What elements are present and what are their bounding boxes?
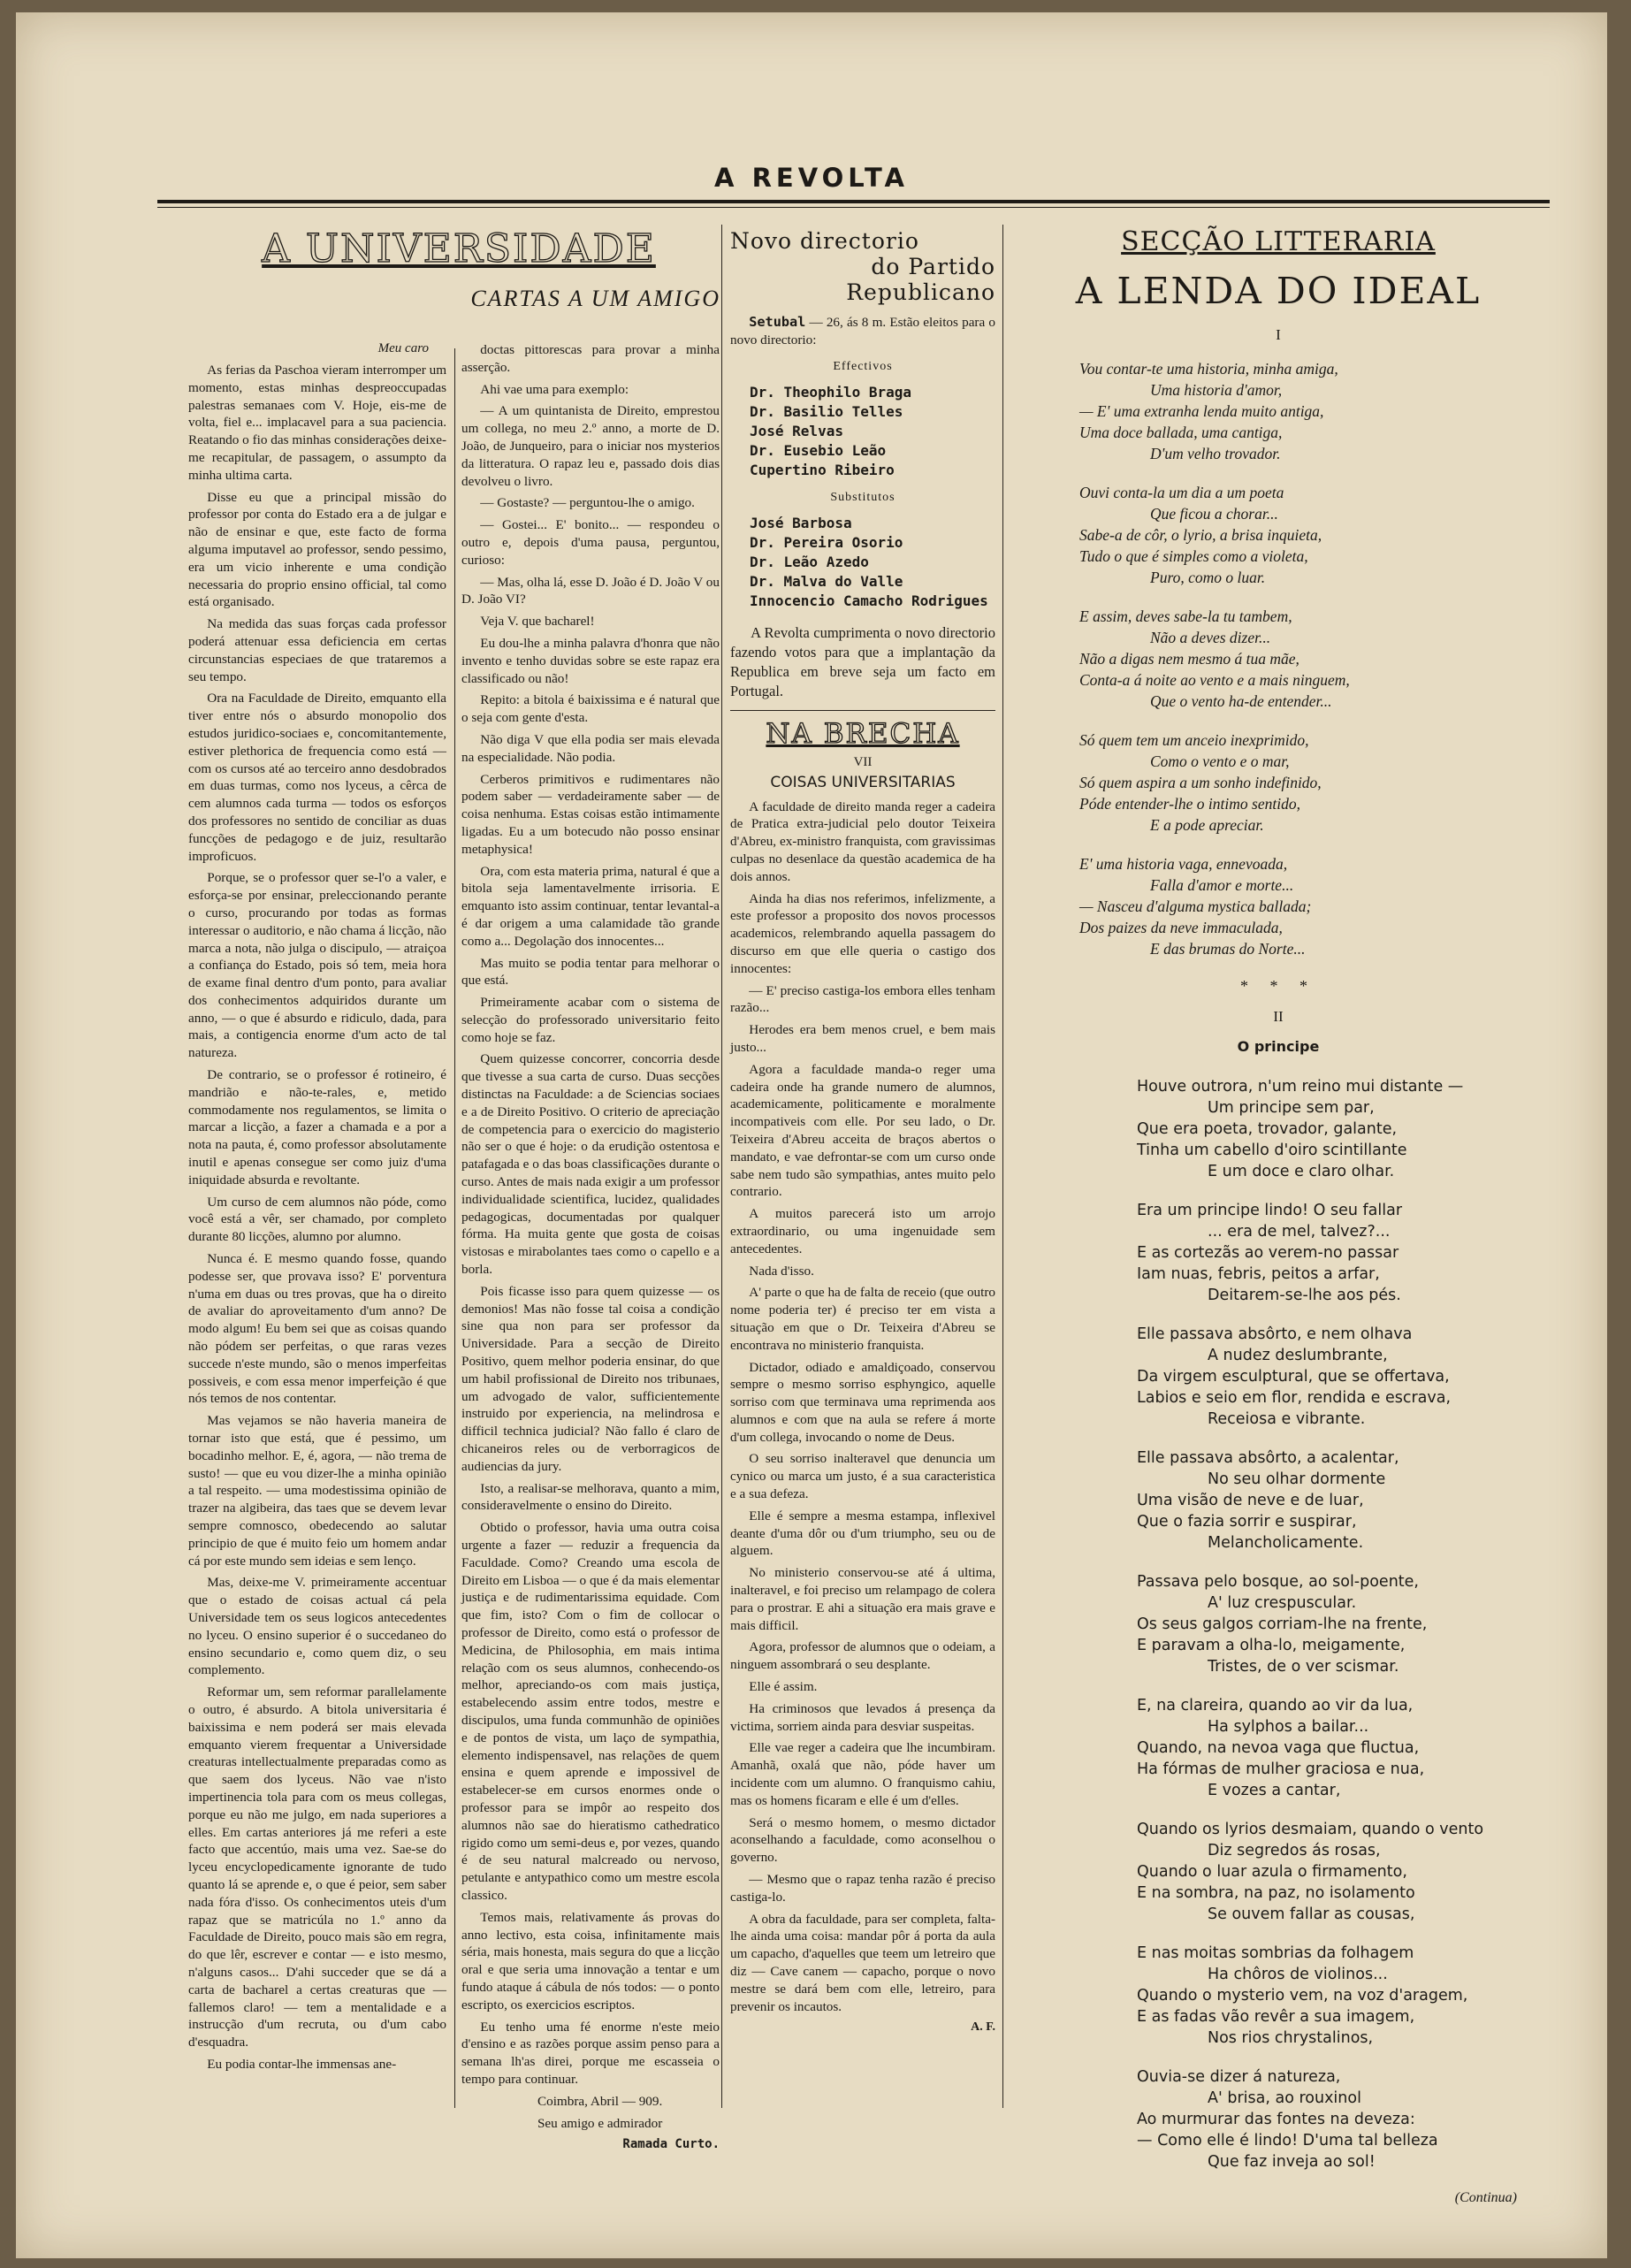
dateline-place: Setubal [749, 314, 806, 330]
poem-line: Labios e seio em flor, rendida e escrava, [1137, 1389, 1452, 1407]
poem-line: Ouvi conta-la um dia a um poeta [1079, 484, 1284, 501]
poem-line: Ha fórmas de mulher graciosa e nua, [1137, 1760, 1425, 1778]
article-paragraph: Pois ficasse isso para quem quizesse — os demonios! Mas não fosse tal coisa a condição sine qua non para ser professor da Universidade. Para a secção de Direito Positivo, quem melhor poderia ensinar, do que um habil profissional de Direito nos tribunaes, um advogado de valor, sufficientemente instruido por experiencia, na melindrosa e difficil technica judicial? Não fallo é claro de chicaneiros reles ou de verborragicos de audiencias da jury. [461, 1283, 720, 1474]
poem-stanza [1137, 1447, 1543, 1554]
poem-line: Conta-a á noite ao vento e a mais ninguem, [1079, 671, 1350, 689]
na-brecha-title: NA BRECHA [766, 717, 960, 750]
poem-part-one [1079, 358, 1543, 959]
article-paragraph: Seu amigo e admirador [537, 2115, 663, 2131]
poem-line: Que ficou a chorar... [1150, 505, 1278, 523]
directorio-member: Innocencio Camacho Rodrigues [750, 592, 988, 609]
part-two-title: O principe [1237, 1038, 1320, 1055]
poem-line: Ha sylphos a bailar... [1208, 1718, 1369, 1736]
poem-line: Um principe sem par, [1208, 1099, 1375, 1117]
poem-line: E' uma historia vaga, ennevoada, [1079, 855, 1288, 873]
directorio-member: Dr. Basilio Telles [750, 402, 903, 420]
separator-stars: * * * [1240, 977, 1316, 995]
poem-line: Que era poeta, trovador, galante, [1137, 1120, 1398, 1138]
na-brecha-paragraph: A obra da faculdade, para ser completa, falta-lhe ainda uma coisa: mandar pôr á porta da aula um capacho, d'aquelles que teem um letreiro que diz — Cave canem — capacho, porque o novo mestre se dará bem com elle, letreiro, para prevenir os incautos. [730, 1911, 995, 2014]
article-paragraph: Veja V. que bacharel! [480, 614, 595, 630]
effectivos-label: Effectivos [833, 359, 893, 373]
poem-line: A nudez deslumbrante, [1208, 1347, 1388, 1364]
na-brecha-paragraph: Dictador, odiado e amaldiçoado, conservou sempre o mesmo sorriso esphyngico, aquelle sorriso com que terminava uma reprimenda aos alumnos e com que na aula se refere á morte d'um collega, invocando o nome de Deus. [730, 1359, 995, 1445]
na-brecha-paragraph: — Mesmo que o rapaz tenha razão é preciso castiga-lo. [730, 1872, 995, 1905]
article-paragraph: Mas vejamos se não haveria maneira de tornar isto que está, que é pessimo, um bocadinho melhor. E, é, agora, — não trema de susto! — que eu vou dizer-lhe a minha opinião a tal respeito. — uma modestissima opinião de trazer na algibeira, das taes que se devem levar sempre comnosco, obedecendo ao salutar principio de que é muito feio um homem andar cá por este mundo sem ideias e sem lenço. [188, 1413, 446, 1569]
masthead-rule [157, 200, 1550, 203]
poem-stanza [1079, 729, 1543, 836]
part-two-number: II [1273, 1008, 1284, 1025]
poem-line: E, na clareira, quando ao vir da lua, [1137, 1697, 1414, 1714]
article-paragraph: Quem quizesse concorrer, concorria desde que tivesse a sua carta de curso. Duas secções distinctas na Faculdade: a de Sciencias sociaes e a de Direito Positivo. O criterio de apreciação de competencia para o exercicio do magisterio não ser o que é hoje: o da erudição ostentosa e patafagada e o das boas classificações durante o curso. Antes de mais nada exigir a um professor individualidade scientifica, lucidez, qualidades pedagogicas, documentadas por qualquer fórma. Ha muita gente que gosta de coisas vistosas e mirabolantes taes como o capello e a borla. [461, 1051, 720, 1278]
poem-line: — Como elle é lindo! D'uma tal belleza [1137, 2132, 1438, 2150]
poem-line: — Nasceu d'alguma mystica ballada; [1079, 897, 1312, 915]
na-brecha-paragraph: — E' preciso castiga-los embora elles tenham razão... [730, 982, 995, 1016]
poem-line: E nas moitas sombrias da folhagem [1137, 1944, 1414, 1962]
article-paragraph: Cerberos primitivos e rudimentares não podem saber — verdadeiramente saber — de coisa nenhuma. Estas coisas estão intimamente ligadas. Eu a um botecudo não posso ensinar metaphysica! [461, 771, 720, 857]
na-brecha-paragraph: A' parte o que ha de falta de receio (que outro nome poderia ter) é preciso ter em vista a situação em que o Dr. Teixeira d'Abreu se encontrava no ministerio franquista. [730, 1285, 995, 1353]
masthead: A REVOLTA [714, 163, 909, 193]
poem-line: Ha chôros de violinos... [1208, 1966, 1388, 1983]
article-paragraph: Primeiramente acabar com o sistema de selecção do professorado universitario feito como hoje se faz. [461, 995, 720, 1045]
poem-stanza [1137, 1695, 1543, 1801]
poem-line: E vozes a cantar, [1208, 1782, 1341, 1799]
article-paragraph: Mas muito se podia tentar para melhorar o que está. [461, 955, 720, 989]
poem-stanza [1137, 2066, 1543, 2173]
poem-line: Não a digas nem mesmo á tua mãe, [1079, 650, 1299, 668]
poem-line: Da virgem esculptural, que se offertava, [1137, 1368, 1450, 1386]
poem-line: E a pode apreciar. [1150, 816, 1264, 834]
poem-part-two [1137, 1076, 1543, 2173]
poem-line: E na sombra, na paz, no isolamento [1137, 1884, 1415, 1902]
poem-line: Elle passava absôrto, a acalentar, [1137, 1449, 1399, 1467]
directorio-heading [730, 228, 995, 305]
directorio-member: Dr. Pereira Osorio [750, 533, 903, 551]
directorio-member: José Relvas [750, 422, 843, 439]
directorio-member: Dr. Leão Azedo [750, 553, 869, 570]
directorio-heading-line1: Novo directorio [730, 228, 919, 254]
poem-line: Só quem aspira a um sonho indefinido, [1079, 774, 1322, 791]
poem-line: — E' uma extranha lenda muito antiga, [1079, 402, 1324, 420]
poem-line: Ao murmurar das fontes na deveza: [1137, 2111, 1415, 2128]
poem-line: Como o vento e o mar, [1150, 752, 1290, 770]
article-paragraph: Não diga V que ella podia ser mais elevada na especialidade. Não podia. [461, 731, 720, 765]
continua-label: (Continua) [1454, 2190, 1517, 2205]
na-brecha-paragraph: A muitos parecerá isto um arrojo extraordinario, ou uma ingenuidade sem antecedentes. [730, 1206, 995, 1256]
poem-line: Diz segredos ás rosas, [1208, 1842, 1381, 1859]
directorio-note: A Revolta cumprimenta o novo directorio fazendo votos para que a implantação da Republica em breve seja um facto em Portugal. [730, 623, 995, 699]
poem-stanza [1137, 1324, 1543, 1430]
poem-line: E assim, deves sabe-la tu tambem, [1079, 607, 1292, 625]
column-divider [454, 348, 455, 2108]
directorio-member: Cupertino Ribeiro [750, 461, 895, 478]
poem-line: Quando, na nevoa vaga que fluctua, [1137, 1739, 1420, 1757]
na-brecha-number: VII [853, 754, 873, 769]
poem-line: Que faz inveja ao sol! [1208, 2153, 1376, 2171]
poem-line: Uma doce ballada, uma cantiga, [1079, 424, 1283, 441]
article-title: A UNIVERSIDADE [262, 226, 656, 271]
poem-line: Passava pelo bosque, ao sol-poente, [1137, 1573, 1419, 1591]
poem-stanza [1079, 853, 1543, 959]
directorio-intro [730, 314, 995, 349]
poem-line: Receiosa e vibrante. [1208, 1410, 1366, 1428]
article-paragraph: Mas, deixe-me V. primeiramente accentuar que o estado de coisas actual cá pela Universidade tem os seus logicos antecedentes no lyceu. O ensino superior é o succedaneo do ensino secundario e, como quem diz, o seu complemento. [188, 1575, 446, 1678]
poem-line: Quando os lyrios desmaiam, quando o vento [1137, 1821, 1484, 1838]
poem-line: Uma visão de neve e de luar, [1137, 1492, 1364, 1509]
article-paragraph: Disse eu que a principal missão do professor por conta do Estado era a de julgar e não de ensinar e que, este facto de forma alguma imputavel ao professor, sendo pessimo, era um vicio inherente e uma condição necessaria do proprio ensino official, tal como está organisado. [188, 489, 446, 610]
directorio-member: José Barbosa [750, 514, 852, 531]
poem-line: Póde entender-lhe o intimo sentido, [1079, 795, 1300, 813]
article-paragraph: Ora, com esta materia prima, natural é que a bitola seja lamentavelmente irrisoria. E emquanto isto assim continuar, tentar levantal-a é dar origem a uma calamidade tão grande como a... Degolação dos innocentes... [461, 863, 720, 949]
seccao-litteraria [1013, 218, 1543, 2206]
poem-line: Só quem tem um anceio inexprimido, [1079, 731, 1309, 749]
poem-line: Tristes, de o ver scismar. [1208, 1658, 1399, 1676]
na-brecha-paragraph: A faculdade de direito manda reger a cadeira de Pratica extra-judicial pelo doutor Teixeira d'Abreu, ex-ministro franquista, com gravissimas culpas no desenlace da questão academica de ha dois annos. [730, 798, 995, 884]
poem-line: Quando o luar azula o firmamento, [1137, 1863, 1407, 1881]
substitutos-list [730, 514, 995, 611]
directorio-heading-line2: do Partido Republicano [846, 254, 995, 305]
na-brecha-paragraph: Ha criminosos que levados á presença da victima, sorriem ainda para desviar suspeitas. [730, 1700, 995, 1734]
middle-signature: A. F. [971, 2020, 995, 2035]
poem-line: A' luz crespuscular. [1208, 1594, 1357, 1612]
article-paragraph: — Gostaste? — perguntou-lhe o amigo. [480, 495, 695, 511]
column-divider [721, 225, 722, 2108]
poem-line: Houve outrora, n'um reino mui distante — [1137, 1078, 1464, 1096]
article-paragraph: Repito: a bitola é baixissima e é natural que o seja com gente d'esta. [461, 692, 720, 726]
poem-line: Vou contar-te uma historia, minha amiga, [1079, 360, 1338, 378]
newspaper-page [16, 12, 1607, 2258]
poem-line: No seu olhar dormente [1208, 1470, 1386, 1488]
directorio-member: Dr. Eusebio Leão [750, 441, 887, 459]
article-paragraph: doctas pittorescas para provar a minha asserção. [461, 342, 720, 375]
poem-line: Nos rios chrystalinos, [1208, 2029, 1374, 2047]
article-paragraph: As ferias da Paschoa vieram interromper um momento, estas minhas despreoccupadas palestras semanaes com V. Hoje, eis-me de volta, fiel e... implacavel para a sua paciencia. Reatando o fio das minhas considerações deixe-me recapitular, de passagem, o assumpto da minha ultima carta. [188, 363, 447, 483]
poem-line: Tudo o que é simples como a violeta, [1079, 547, 1308, 565]
article-paragraph: Nunca é. E mesmo quando fosse, quando podesse ser, que provava isso? E' porventura n'uma em duas ou tres provas, que ha o direito de avaliar do aproveitamento d'um anno? De modo algum! Eu bem sei que as coisas quando não pódem ser perfeitas, o que raras vezes succede n'este mundo, são o menos imperfeitas possiveis, e com essa menor imperfeição é que nós temos de nos contentar. [188, 1251, 446, 1407]
article-paragraph: — A um quintanista de Direito, emprestou um collega, no meu 2.º anno, a morte de D. João, de Junqueiro, para o iniciar nos mysterios da litteratura. O rapaz leu e, passado dois dias devolveu o livro. [461, 403, 720, 489]
poem-line: E paravam a olha-lo, meigamente, [1137, 1637, 1406, 1654]
article-paragraph: — Mas, olha lá, esse D. João é D. João V ou D. João VI? [461, 574, 720, 607]
poem-stanza [1137, 1200, 1543, 1306]
na-brecha-paragraph: Herodes era bem menos cruel, e bem mais justo... [730, 1022, 995, 1055]
article-column-2 [461, 341, 720, 2158]
poem-stanza [1137, 1571, 1543, 1677]
poem-line: E as fadas vão revêr a sua imagem, [1137, 2008, 1415, 2026]
seccao-title: SECÇÃO LITTERARIA [1121, 226, 1436, 257]
dateline-text: — 26, ás 8 m. Estão eleitos para o novo directorio: [730, 315, 995, 347]
na-brecha-paragraph: Elle vae reger a cadeira que lhe incumbiram. Amanhã, oxalá que não, póde haver um incidente com um alumno. O franquismo cahiu, mas os homens ficaram e elle é um d'elles. [730, 1740, 995, 1808]
article-paragraph: Um curso de cem alumnos não póde, como você está a vêr, ser chamado, por completo durante 80 licções, alumno por alumno. [188, 1194, 446, 1245]
poem-stanza [1079, 606, 1543, 712]
article-paragraph: Reformar um, sem reformar parallelamente o outro, é absurdo. A bitola universitaria é baixissima e nem poderá ser mais elevada emquanto vierem frequentar a Universidade creaturas intellectualmente preparadas como as que saem dos lyceus. Não vae n'isto impertinencia tola para com os meus collegas, porque eu não me julgo, em nada superiores a elles. Em cartas anteriores já me referi a este facto que accentúo, mais uma vez. Sae-se do lyceu encyclopedicamente ignorante de tudo quanto lá se aprende e, o que é peior, sem saber nada fóra d'isso. Os conhecimentos uteis d'um rapaz que se matricúla no 1.º anno da Faculdade de Direito, pouco mais são em regra, do que lêr, escrever e contar — e isto mesmo, n'alguns casos... D'ahi succeder que se dá a carta de bacharel a certas creaturas que — fallemos claro! — tem a mentalidade e a instrucção d'um recruta, ou d'um cabo d'esquadra. [188, 1684, 446, 2050]
poem-line: Que o fazia sorrir e suspirar, [1137, 1513, 1357, 1531]
poem-line: Que o vento ha-de entender... [1150, 692, 1332, 710]
masthead-rule-thin [157, 207, 1550, 208]
poem-line: Puro, como o luar. [1150, 569, 1266, 586]
poem-line: Dos paizes da neve immaculada, [1079, 919, 1283, 936]
poem-line: Se ouvem fallar as cousas, [1208, 1905, 1415, 1923]
poem-line: Melancholicamente. [1208, 1534, 1364, 1552]
poem-line: E um doce e claro olhar. [1208, 1163, 1395, 1180]
poem-line: Os seus galgos corriam-lhe na frente, [1137, 1615, 1428, 1633]
poem-line: Era um principe lindo! O seu fallar [1137, 1202, 1403, 1219]
substitutos-label: Substitutos [830, 490, 896, 504]
middle-column [730, 218, 995, 2035]
article-paragraph: Ora na Faculdade de Direito, emquanto ella tiver entre nós o absurdo monopolio dos estudos juridico-sociaes e, concomitantemente, estiver plethorica de frequencia como está — com os cursos até ao terceiro anno desdobrados em duas turmas, como nos lyceus, a cêrca de cem alumnos cada turma — todos os esforços dos professores no sentido de conciliar as duas funcções de pedagogo e de juiz, resultarão improficuos. [188, 691, 446, 864]
part-one-number: I [1276, 326, 1281, 343]
directorio-member: Dr. Malva do Valle [750, 572, 903, 590]
poem-line: Quando o mysterio vem, na voz d'aragem, [1137, 1987, 1468, 2005]
article-universidade [188, 218, 729, 332]
poem-line: Iam nuas, febris, peitos a arfar, [1137, 1265, 1380, 1283]
article-paragraph: Ahi vae uma para exemplo: [480, 381, 629, 397]
article-paragraph: — Gostei... E' bonito... — respondeu o outro e, depois d'uma pausa, perguntou, curioso: [461, 517, 720, 568]
article-column-1 [188, 341, 446, 2078]
column-divider [1002, 225, 1003, 2108]
poem-line: Sabe-a de côr, o lyrio, a brisa inquieta, [1079, 526, 1322, 544]
poem-title: A LENDA DO IDEAL [1075, 270, 1482, 312]
article-paragraph: Isto, a realisar-se melhorava, quanto a mim, consideravelmente o ensino do Direito. [461, 1480, 720, 1514]
poem-line: D'um velho trovador. [1150, 445, 1281, 462]
article-paragraph: Eu dou-lhe a minha palavra d'honra que não invento e tenho duvidas sobre se este rapaz era classificado ou não! [461, 635, 720, 686]
na-brecha-subtitle: COISAS UNIVERSITARIAS [770, 773, 956, 791]
poem-line: Deitarem-se-lhe aos pés. [1208, 1287, 1401, 1304]
article-paragraph: Eu podia contar-lhe immensas ane- [207, 2056, 397, 2072]
article-paragraph: Na medida das suas forças cada professor poderá attenuar essa deficiencia em certas circunstancias especiaes de que trataremos a seu tempo. [188, 616, 446, 684]
na-brecha-paragraph: Elle é sempre a mesma estampa, inflexivel deante d'uma dôr ou d'um triumpho, seu ou de alguem. [730, 1508, 995, 1559]
poem-line: Falla d'amor e morte... [1150, 876, 1294, 894]
directorio-member: Dr. Theophilo Braga [750, 383, 912, 401]
na-brecha-paragraph: No ministerio conservou-se até á ultima, inalteravel, e foi preciso um relampago de colera para o prostrar. E ahi a situação era mais grave e mais difficil. [730, 1565, 995, 1633]
poem-line: Tinha um cabello d'oiro scintillante [1137, 1142, 1407, 1159]
na-brecha-paragraph: Elle é assim. [749, 1679, 818, 1695]
na-brecha-paragraph: O seu sorriso inalteravel que denuncia um cynico ou marca um justo, é a sua caracteristica e a sua defeza. [730, 1451, 995, 1502]
na-brecha-paragraph: Agora, professor de alumnos que o odeiam, a ninguem assombrará o seu desplante. [730, 1639, 995, 1673]
article-paragraph: Porque, se o professor quer se-l'o a valer, e esforça-se por ensinar, preleccionando perante o curso, procurando por todas as formas interessar o auditorio, e não chama á licção, não marca a nota, não julga o discipulo, — atraiçoa a confiança do Estado, pois só tem, meia hora de exame final dentro d'um ponto, para avaliar dos conhecimentos adquiridos durante um anno, — o que é absurdo e ridiculo, dada, para mais, a contigencia enorme d'um acto de tal natureza. [188, 870, 446, 1061]
effectivos-list [730, 383, 995, 480]
article-paragraph: Coimbra, Abril — 909. [537, 2093, 663, 2109]
poem-stanza [1137, 1076, 1543, 1182]
poem-line: E das brumas do Norte... [1150, 940, 1306, 958]
na-brecha-paragraph: Nada d'isso. [749, 1263, 814, 1279]
article-paragraph: Temos mais, relativamente ás provas do anno lectivo, esta coisa, infinitamente mais séria, mais honesta, mais segura do que a licção oral e que seria uma innovação a tentar e um fundo ataque á cábula de nós todos: — o ponto escripto, os exercicios escriptos. [461, 1909, 720, 2012]
article-paragraph: Obtido o professor, havia uma outra coisa urgente a fazer — reduzir a frequencia da Faculdade. Como? Creando uma escola de Direito em Lisboa — o que é da mais elementar justiça e de rudimentarissima equidade. Com que fim, isto? Com o fim de collocar o professor de Direito, como está o professor de Medicina, de Philosophia, em mais intima relação com os seus alumnos, conhecendo-os melhor, apreciando-os com mais justiça, estabelecendo assim entre todos, mestre e discipulos, uma funda communhão de opiniões e de pontos de vista, um laço de sympathia, elemento indispensavel, nas relações de quem ensina e quem aprende e impossivel de estabelecer-se em cursos enormes onde o professor para se impôr ao respeito dos alumnos não sae do hieratismo cathedratico rigido como um semi-deus e, por vezes, quando é de seu natural malcreado ou nervoso, petulante e antypathico como um mestre escola classico. [461, 1520, 720, 1903]
article-paragraph: De contrario, se o professor é rotineiro, é mandrião e não-te-rales, e, metido commodamente nos regulamentos, se limita o marcar a licção, a fazer a chamada e a por a nota na pauta, é, como professor absolutamente inutil e apenas consegue ser como juiz d'uma iniquidade absurda e revoltante. [188, 1067, 446, 1187]
poem-stanza [1079, 482, 1543, 588]
poem-line: ... era de mel, talvez?... [1208, 1223, 1391, 1241]
article-paragraph: Ramada Curto. [622, 2137, 720, 2152]
article-paragraph: Eu tenho uma fé enorme n'este meio d'ensino e as razões porque assim penso para a semana lh'as direi, porque me escasseia o tempo para continuar. [461, 2019, 720, 2087]
poem-line: Uma historia d'amor, [1150, 381, 1283, 399]
poem-stanza [1137, 1819, 1543, 1925]
section-rule [730, 710, 995, 711]
poem-line: E as cortezãs ao verem-no passar [1137, 1244, 1399, 1262]
poem-stanza [1137, 1943, 1543, 2049]
poem-line: Não a deves dizer... [1150, 629, 1271, 646]
poem-line: Ouvia-se dizer á natureza, [1137, 2068, 1341, 2086]
na-brecha-paragraph: Agora a faculdade manda-o reger uma cadeira onde ha grande numero de alumnos, academicamente, politicamente e moralmente incompativeis com elle. Por seu lado, o Dr. Teixeira d'Abreu acceita de braços abertos o mandato, e vae defrontar-se com um curso onde sabe nem tudo são sympathias, antes muito pelo contrario. [730, 1061, 995, 1200]
article-subtitle: CARTAS A UM AMIGO [470, 286, 720, 311]
poem-line: A' brisa, ao rouxinol [1208, 2089, 1361, 2107]
salutation: Meu caro [377, 341, 429, 355]
na-brecha-paragraph: Será o mesmo homem, o mesmo dictador aconselhando a faculdade, como aconselhou o governo. [730, 1814, 995, 1866]
poem-stanza [1079, 358, 1543, 464]
poem-line: Elle passava absôrto, e nem olhava [1137, 1325, 1413, 1343]
na-brecha-paragraph: Ainda ha dias nos referimos, infelizmente, a este professor a proposito dos novos processos academicos, relembrando aquella passagem do discurso em que elle queria o castigo dos innocentes: [730, 890, 995, 976]
